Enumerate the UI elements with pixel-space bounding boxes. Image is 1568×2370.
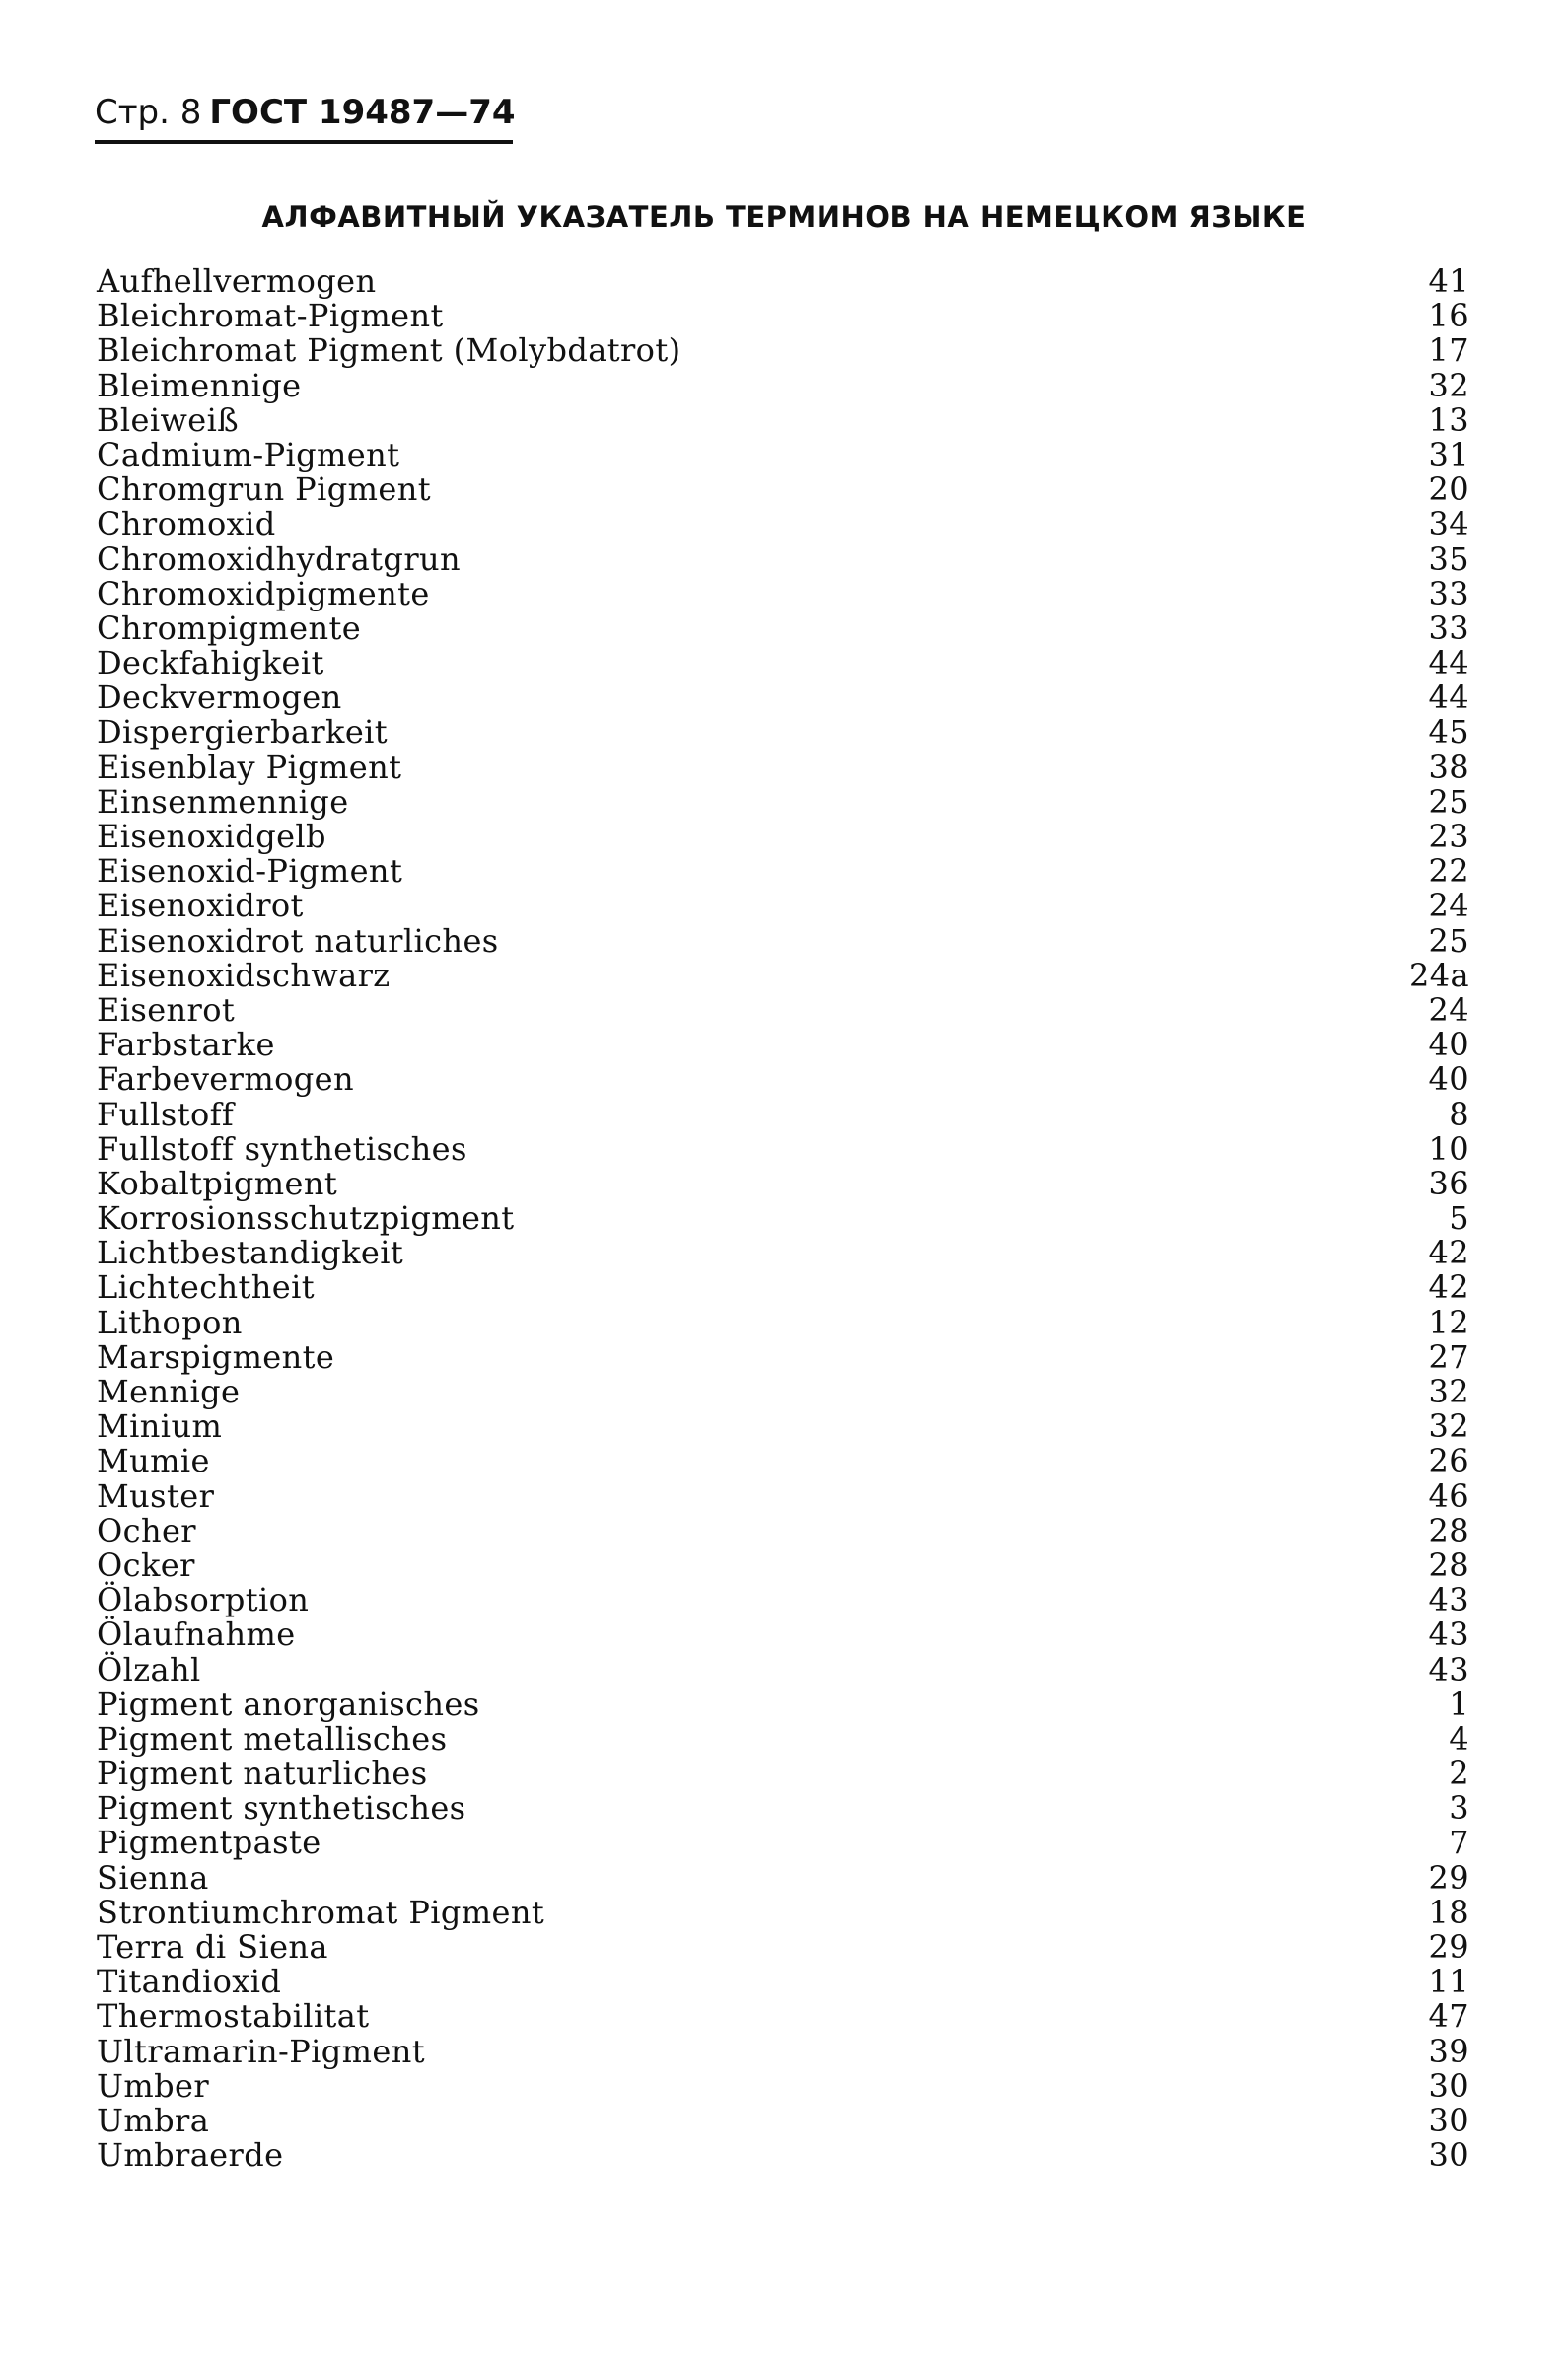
entry-term: Umber <box>97 2066 210 2105</box>
index-entry <box>97 1650 1469 1688</box>
entry-term: Chromoxidhydratgrun <box>97 539 462 578</box>
index-entry <box>97 1201 1469 1236</box>
entry-reference-number: 32 <box>1428 1407 1469 1446</box>
entry-term: Lithopon <box>97 1303 243 1341</box>
index-entry <box>97 1965 1469 1999</box>
standard-number: ГОСТ 19487—74 <box>209 93 516 132</box>
index-entry <box>97 2101 1469 2139</box>
entry-term: Ölzahl <box>97 1650 201 1688</box>
entry-term: Eisenblay Pigment <box>97 748 402 786</box>
entry-reference-number: 44 <box>1428 679 1469 717</box>
entry-term: Chromgrun Pigment <box>97 470 431 509</box>
index-entry <box>97 1062 1469 1097</box>
entry-reference-number: 43 <box>1428 1581 1469 1619</box>
entry-term: Fullstoff <box>97 1095 235 1133</box>
entry-term: Aufhellvermogen <box>97 262 377 300</box>
index-entry <box>97 748 1469 786</box>
entry-reference-number: 22 <box>1428 852 1469 891</box>
page-number: Стр. 8 <box>95 93 202 132</box>
entry-reference-number: 35 <box>1428 539 1469 578</box>
index-entry <box>97 1858 1469 1897</box>
entry-reference-number: 45 <box>1428 713 1469 752</box>
index-entry <box>97 1757 1469 1791</box>
index-entry <box>97 1476 1469 1515</box>
entry-reference-number: 41 <box>1428 262 1469 300</box>
index-entry <box>97 472 1469 507</box>
entry-reference-number: 36 <box>1428 1164 1469 1202</box>
entry-reference-number: 2 <box>1449 1755 1469 1793</box>
entry-reference-number: 43 <box>1428 1650 1469 1688</box>
index-entry <box>97 1893 1469 1931</box>
entry-reference-number: 1 <box>1449 1685 1469 1723</box>
index-entry <box>97 820 1469 854</box>
entry-reference-number: 47 <box>1428 1997 1469 2036</box>
index-entry <box>97 1685 1469 1723</box>
entry-reference-number: 29 <box>1428 1928 1469 1966</box>
entry-reference-number: 10 <box>1428 1129 1469 1168</box>
index-entry <box>97 539 1469 578</box>
index-entry <box>97 1303 1469 1341</box>
entry-term: Minium <box>97 1407 223 1446</box>
entry-term: Ultramarin-Pigment <box>97 2032 426 2070</box>
entry-reference-number: 25 <box>1428 782 1469 821</box>
entry-term: Mennige <box>97 1373 241 1410</box>
index-entry <box>97 956 1469 994</box>
index-entry <box>97 1270 1469 1305</box>
entry-term: Eisenoxidrot naturliches <box>97 921 499 960</box>
index-entry <box>97 854 1469 889</box>
entry-term: Einsenmennige <box>97 782 349 821</box>
index-entry <box>97 264 1469 299</box>
entry-term: Ocher <box>97 1511 196 1549</box>
entry-reference-number: 18 <box>1428 1893 1469 1931</box>
entry-reference-number: 32 <box>1428 366 1469 404</box>
entry-reference-number: 42 <box>1428 1268 1469 1307</box>
entry-term: Pigment metallisches <box>97 1719 448 1758</box>
index-entry <box>97 1375 1469 1409</box>
index-entry <box>97 2138 1469 2173</box>
entry-reference-number: 33 <box>1428 574 1469 612</box>
index-entry <box>97 1095 1469 1133</box>
entry-term: Ölaufnahme <box>97 1616 296 1654</box>
entry-term: Kobaltpigment <box>97 1164 338 1202</box>
entry-reference-number: 30 <box>1428 2101 1469 2139</box>
entry-reference-number: 38 <box>1428 748 1469 786</box>
entry-term: Pigment synthetisches <box>97 1789 466 1828</box>
entry-term: Mumie <box>97 1442 210 1480</box>
index-entry <box>97 2066 1469 2105</box>
entry-reference-number: 24 <box>1428 887 1469 925</box>
index-entry <box>97 366 1469 404</box>
entry-term: Cadmium-Pigment <box>97 435 400 473</box>
entry-reference-number: 24a <box>1409 956 1469 994</box>
index-entry <box>97 1409 1469 1444</box>
entry-term: Sienna <box>97 1858 209 1897</box>
entry-term: Umbra <box>97 2101 210 2139</box>
entry-term: Umbraerde <box>97 2136 284 2175</box>
index-entry <box>97 782 1469 821</box>
index-entry <box>97 921 1469 960</box>
entry-term: Dispergierbarkeit <box>97 713 389 752</box>
entry-term: Eisenoxid-Pigment <box>97 852 403 891</box>
entry-term: Bleimennige <box>97 366 302 404</box>
index-entry <box>97 1719 1469 1758</box>
index-entry <box>97 1337 1469 1376</box>
index-entry <box>97 435 1469 473</box>
index-entry <box>97 2032 1469 2070</box>
index-entry <box>97 1826 1469 1860</box>
entry-reference-number: 11 <box>1428 1963 1469 2001</box>
index-entry <box>97 1236 1469 1270</box>
entry-reference-number: 16 <box>1428 297 1469 335</box>
index-entry <box>97 299 1469 333</box>
entry-term: Eisenrot <box>97 990 236 1029</box>
entry-term: Deckfahigkeit <box>97 644 324 682</box>
index-entry <box>97 681 1469 715</box>
index-entry <box>97 715 1469 750</box>
entry-term: Eisenoxidschwarz <box>97 956 391 994</box>
entry-reference-number: 29 <box>1428 1858 1469 1897</box>
entry-reference-number: 31 <box>1428 435 1469 473</box>
entry-reference-number: 7 <box>1449 1824 1469 1862</box>
index-entry <box>97 1511 1469 1549</box>
index-entry <box>97 1791 1469 1826</box>
entry-term: Deckvermogen <box>97 679 342 717</box>
entry-reference-number: 32 <box>1428 1373 1469 1410</box>
entry-reference-number: 8 <box>1449 1095 1469 1133</box>
index-entry <box>97 1617 1469 1652</box>
entry-reference-number: 28 <box>1428 1545 1469 1584</box>
entry-reference-number: 23 <box>1428 818 1469 855</box>
entry-reference-number: 24 <box>1428 990 1469 1029</box>
index-entry <box>97 1129 1469 1168</box>
entry-term: Ölabsorption <box>97 1581 310 1619</box>
entry-term: Muster <box>97 1476 215 1515</box>
entry-term: Lichtbestandigkeit <box>97 1234 404 1272</box>
entry-reference-number: 40 <box>1428 1026 1469 1064</box>
entry-term: Terra di Siena <box>97 1928 328 1966</box>
index-entry <box>97 333 1469 368</box>
index-entry <box>97 1999 1469 2034</box>
entry-reference-number: 26 <box>1428 1442 1469 1480</box>
entry-term: Bleichromat-Pigment <box>97 297 444 335</box>
entry-term: Pigment naturliches <box>97 1755 428 1793</box>
page-header <box>95 91 516 134</box>
index-entry <box>97 507 1469 541</box>
index-entry <box>97 646 1469 681</box>
entry-term: Chrompigmente <box>97 609 362 647</box>
index-entry <box>97 1444 1469 1478</box>
entry-reference-number: 30 <box>1428 2136 1469 2175</box>
entry-term: Bleiweiß <box>97 400 240 439</box>
index-entry <box>97 574 1469 612</box>
entry-term: Marspigmente <box>97 1337 335 1376</box>
entry-term: Farbevermogen <box>97 1060 354 1099</box>
entry-term: Ocker <box>97 1545 195 1584</box>
entry-term: Pigmentpaste <box>97 1824 321 1862</box>
index-title: АЛФАВИТНЫЙ УКАЗАТЕЛЬ ТЕРМИНОВ НА НЕМЕЦКОМ ЯЗЫКЕ <box>261 200 1307 234</box>
entry-reference-number: 5 <box>1449 1199 1469 1238</box>
index-entry <box>97 400 1469 439</box>
index-entry <box>97 1164 1469 1202</box>
index-entry <box>97 1583 1469 1617</box>
index-entry <box>97 611 1469 646</box>
entry-reference-number: 34 <box>1428 505 1469 543</box>
entry-term: Titandioxid <box>97 1963 282 2001</box>
entry-reference-number: 30 <box>1428 2066 1469 2105</box>
entry-term: Chromoxidpigmente <box>97 574 430 612</box>
entry-reference-number: 27 <box>1428 1337 1469 1376</box>
entry-reference-number: 4 <box>1449 1719 1469 1758</box>
entry-term: Korrosionsschutzpigment <box>97 1199 515 1238</box>
entry-term: Eisenoxidrot <box>97 887 304 925</box>
entry-reference-number: 42 <box>1428 1234 1469 1272</box>
entry-term: Lichtechtheit <box>97 1268 316 1307</box>
index-entry <box>97 990 1469 1029</box>
entry-reference-number: 43 <box>1428 1616 1469 1654</box>
term-index-list <box>97 264 1469 2173</box>
entry-reference-number: 12 <box>1428 1303 1469 1341</box>
entry-reference-number: 39 <box>1428 2032 1469 2070</box>
entry-term: Fullstoff synthetisches <box>97 1129 467 1168</box>
index-entry <box>97 889 1469 923</box>
entry-reference-number: 44 <box>1428 644 1469 682</box>
entry-reference-number: 13 <box>1428 400 1469 439</box>
entry-reference-number: 46 <box>1428 1476 1469 1515</box>
entry-term: Chromoxid <box>97 505 276 543</box>
index-entry <box>97 1930 1469 1965</box>
entry-reference-number: 28 <box>1428 1511 1469 1549</box>
entry-reference-number: 33 <box>1428 609 1469 647</box>
index-entry <box>97 1028 1469 1062</box>
entry-term: Farbstarke <box>97 1026 275 1064</box>
entry-term: Eisenoxidgelb <box>97 818 326 855</box>
entry-reference-number: 3 <box>1449 1789 1469 1828</box>
entry-term: Bleichromat Pigment (Molybdatrot) <box>97 331 681 370</box>
entry-term: Pigment anorganisches <box>97 1685 480 1723</box>
header-rule <box>95 140 513 144</box>
entry-term: Strontiumchromat Pigment <box>97 1893 545 1931</box>
entry-reference-number: 20 <box>1428 470 1469 509</box>
entry-reference-number: 17 <box>1428 331 1469 370</box>
index-entry <box>97 1545 1469 1584</box>
entry-reference-number: 25 <box>1428 921 1469 960</box>
entry-reference-number: 40 <box>1428 1060 1469 1099</box>
entry-term: Thermostabilitat <box>97 1997 370 2036</box>
